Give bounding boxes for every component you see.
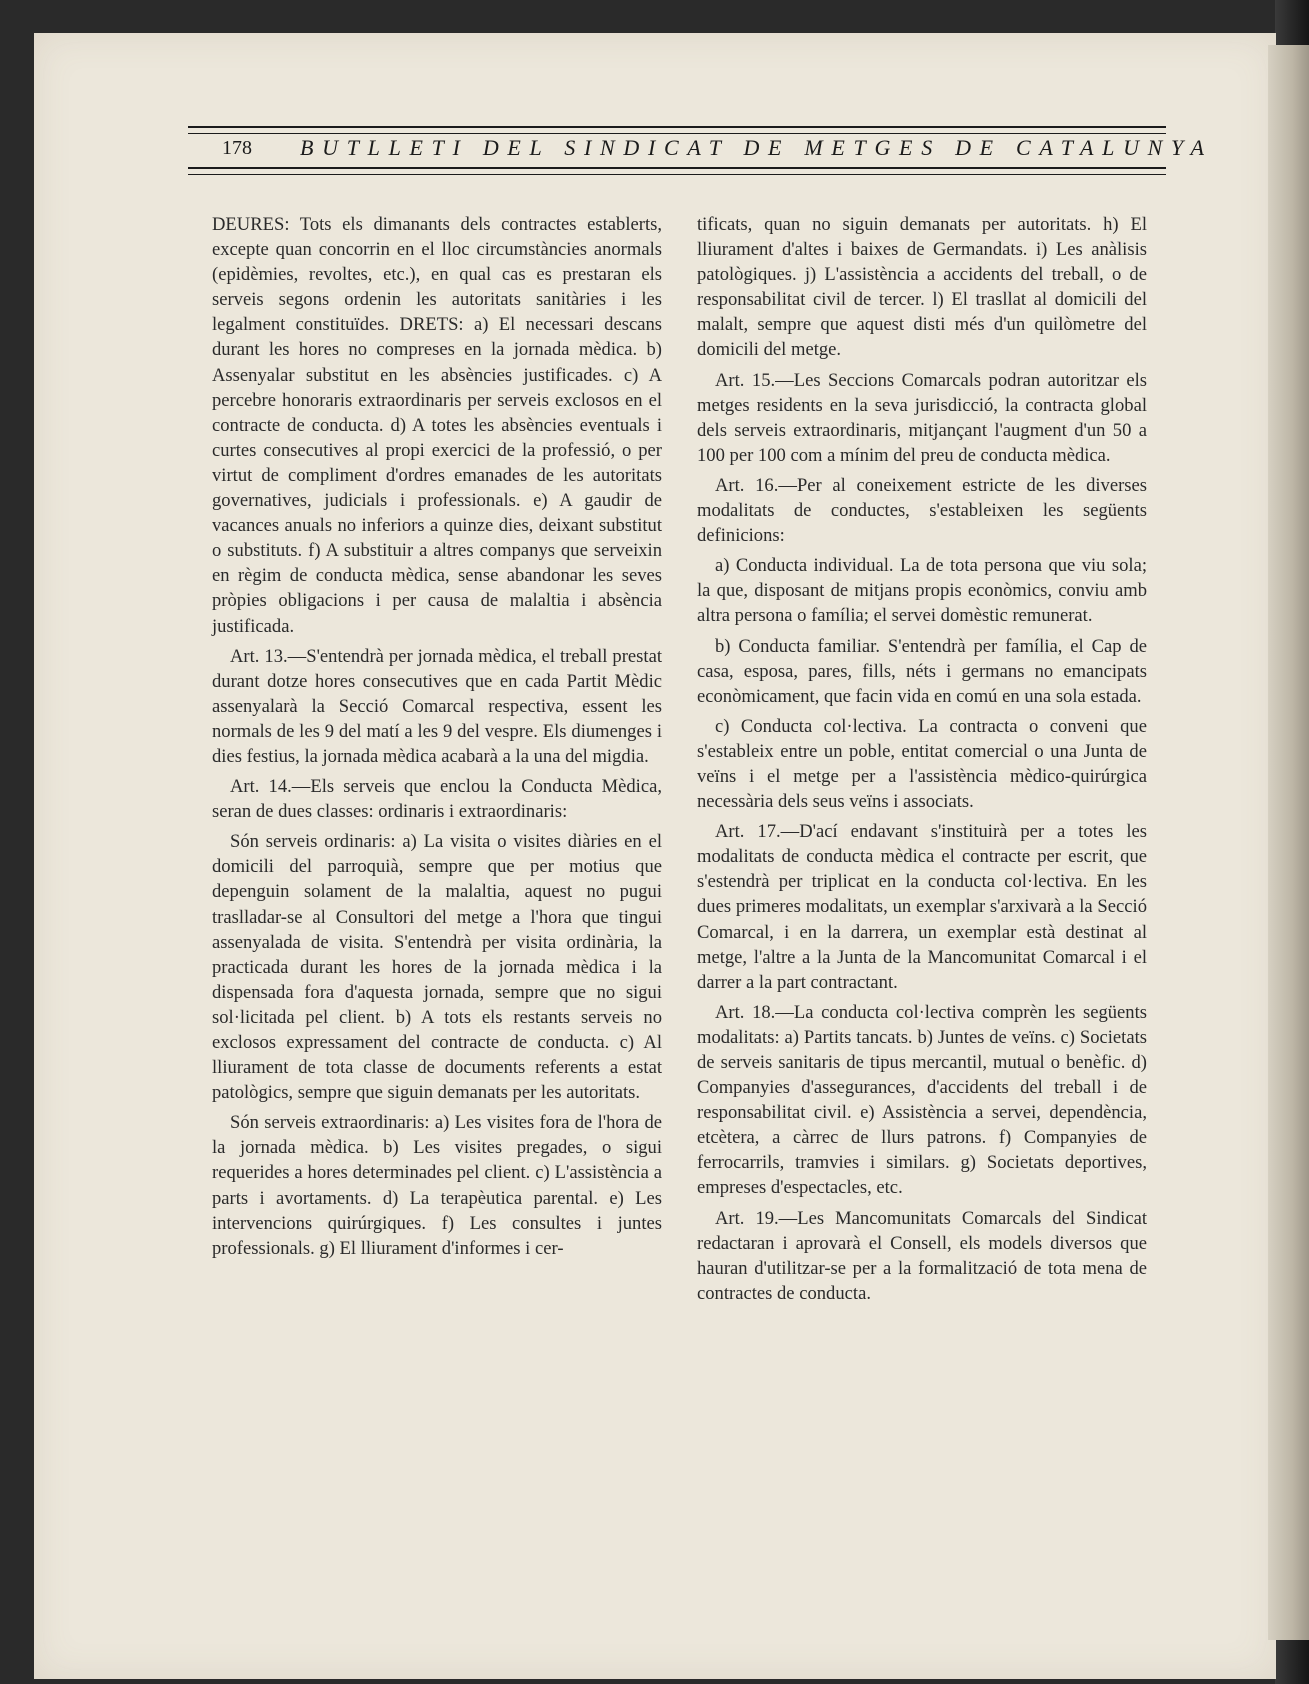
paragraph: Són serveis extraordinaris: a) Les visites fora de l'hora de la jornada mèdica. b) Les visites pregades, o sigui requerides a hores determinades pel client. c) L'assistència a parts i avortaments. d) La terapèutica parental. e) Les intervencions quirúrgiques. f) Les consultes i juntes professionals. g) El lliurament d'informes i cer- [212, 1112, 662, 1259]
paragraph: DEURES: Tots els dimanants dels contractes establerts, excepte quan concorrin en el lloc circumstàncies anormals (epidèmies, revoltes, etc.), en qual cas es prestaran els serveis segons ordenin les autoritats sanitàries i les legalment constituïdes. DRETS: a) El necessari descans durant les hores no compreses en la jornada mèdica. b) Assenyalar substitut en les absències justificades. c) A percebre honoraris extraordinaris per serveis exclosos en el contracte de conducta. d) A totes les absències eventuals i curtes consecutives al propi exercici de la professió, o per virtut de compliment d'ordres emanades de les autoritats governatives, judicials i professionals. e) A gaudir de vacances anuals no inferiors a quinze dies, deixant substitut o substituts. f) A substituir a altres companys que serveixin en règim de conducta mèdica, sense abandonar les seves pròpies obligacions i per causa de malaltia i absència justificada. [212, 214, 662, 637]
header-rule-top [188, 126, 1166, 134]
paragraph-art-16: Art. 16.—Per al coneixement estricte de les diverses modalitats de conductes, s'estableixen les següents definicions: [697, 474, 1147, 547]
paragraph: Són serveis ordinaris: a) La visita o visites diàries en el domicili del parroquià, sempre que per motius que depenguin solament de la malaltia, aquest no pugui traslladar-se al Consultori del metge a l'hora que tingui assenyalada de visita. S'entendrà per visita ordinària, la practicada durant les hores de la jornada mèdica i la dispensada fora d'aquesta jornada, sempre que no sigui sol·licitada pel client. b) A tots els restants serveis no exclosos expressament del contracte de conducta. c) Al lliurament de tota classe de documents referents a estat patològics, sempre que siguin demanats per les autoritats. [212, 831, 662, 1104]
paragraph-art-18: Art. 18.—La conducta col·lectiva comprèn les següents modalitats: a) Partits tancats. b) Juntes de veïns. c) Societats de serveis sanitaris de tipus mercantil, mutual o benèfic. d) Companyies d'assegurances, d'accidents del treball i de responsabilitat civil. e) Assistència a servei, dependència, etcètera, a càrrec de llurs patrons. f) Companyies de ferrocarrils, tramvies i similars. g) Societats deportives, empreses d'espectacles, etc. [697, 1001, 1147, 1199]
running-title: BUTLLETI DEL SINDICAT DE METGES DE CATALUNYA [300, 135, 1213, 160]
paragraph-art-17: Art. 17.—D'ací endavant s'instituirà per a totes les modalitats de conducta mèdica el contracte per escrit, que s'estendrà per triplicat en la conducta col·lectiva. En les dues primeres modalitats, un exemplar s'arxivarà a la Secció Comarcal, i en la darrera, un exemplar està destinat al metge, l'altre a la Junta de la Mancomunitat Comarcal i el darrer a la part contractant. [697, 821, 1147, 993]
paragraph: c) Conducta col·lectiva. La contracta o conveni que s'estableix entre un poble, entitat comercial o una Junta de veïns i el metge per a l'assistència mèdico-quirúrgica necessària dels seus veïns i associats. [697, 715, 1147, 813]
paragraph: b) Conducta familiar. S'entendrà per família, el Cap de casa, esposa, pares, fills, néts i germans no emancipats econòmicament, que facin vida en comú en una sola estada. [697, 635, 1147, 707]
text-column-left [212, 212, 662, 1266]
next-page-edge [1268, 45, 1309, 1640]
header-rule-bottom [188, 167, 1166, 175]
paragraph: a) Conducta individual. La de tota persona que viu sola; la que, disposant de mitjans propis econòmics, conviu amb altra persona o família; el servei domèstic remunerat. [697, 555, 1147, 627]
paragraph-art-14: Art. 14.—Els serveis que enclou la Conducta Mèdica, seran de dues classes: ordinaris i extraordinaris: [212, 776, 662, 823]
paragraph-art-15: Art. 15.—Les Seccions Comarcals podran autoritzar els metges residents en la seva jurisdicció, la contracta global dels serveis extraordinaris, mitjançant l'augment d'un 50 a 100 per 100 com a mínim del preu de conducta mèdica. [697, 369, 1147, 466]
running-header [188, 126, 1213, 186]
paragraph-art-19: Art. 19.—Les Mancomunitats Comarcals del Sindicat redactaran i aprovarà el Consell, els models diversos que hauran d'utilitzar-se per a la formalització de tota mena de contractes de conducta. [697, 1207, 1147, 1304]
text-column-right [697, 212, 1147, 1311]
page-number: 178 [222, 137, 252, 159]
paragraph: tificats, quan no siguin demanats per autoritats. h) El lliurament d'altes i baixes de Germandats. i) Les anàlisis patològiques. j) L'assistència a accidents del treball, o de responsabilitat civil de tercer. l) El trasllat al domicili del malalt, sempre que aquest disti més d'un quilòmetre del domicili del metge. [697, 214, 1147, 361]
paragraph-art-13: Art. 13.—S'entendrà per jornada mèdica, el treball prestat durant dotze hores consecutives que en cada Partit Mèdic assenyalarà la Secció Comarcal respectiva, essent les normals de les 9 del matí a les 9 del vespre. Els diumenges i dies festius, la jornada mèdica acabarà a la una del migdia. [212, 645, 662, 767]
